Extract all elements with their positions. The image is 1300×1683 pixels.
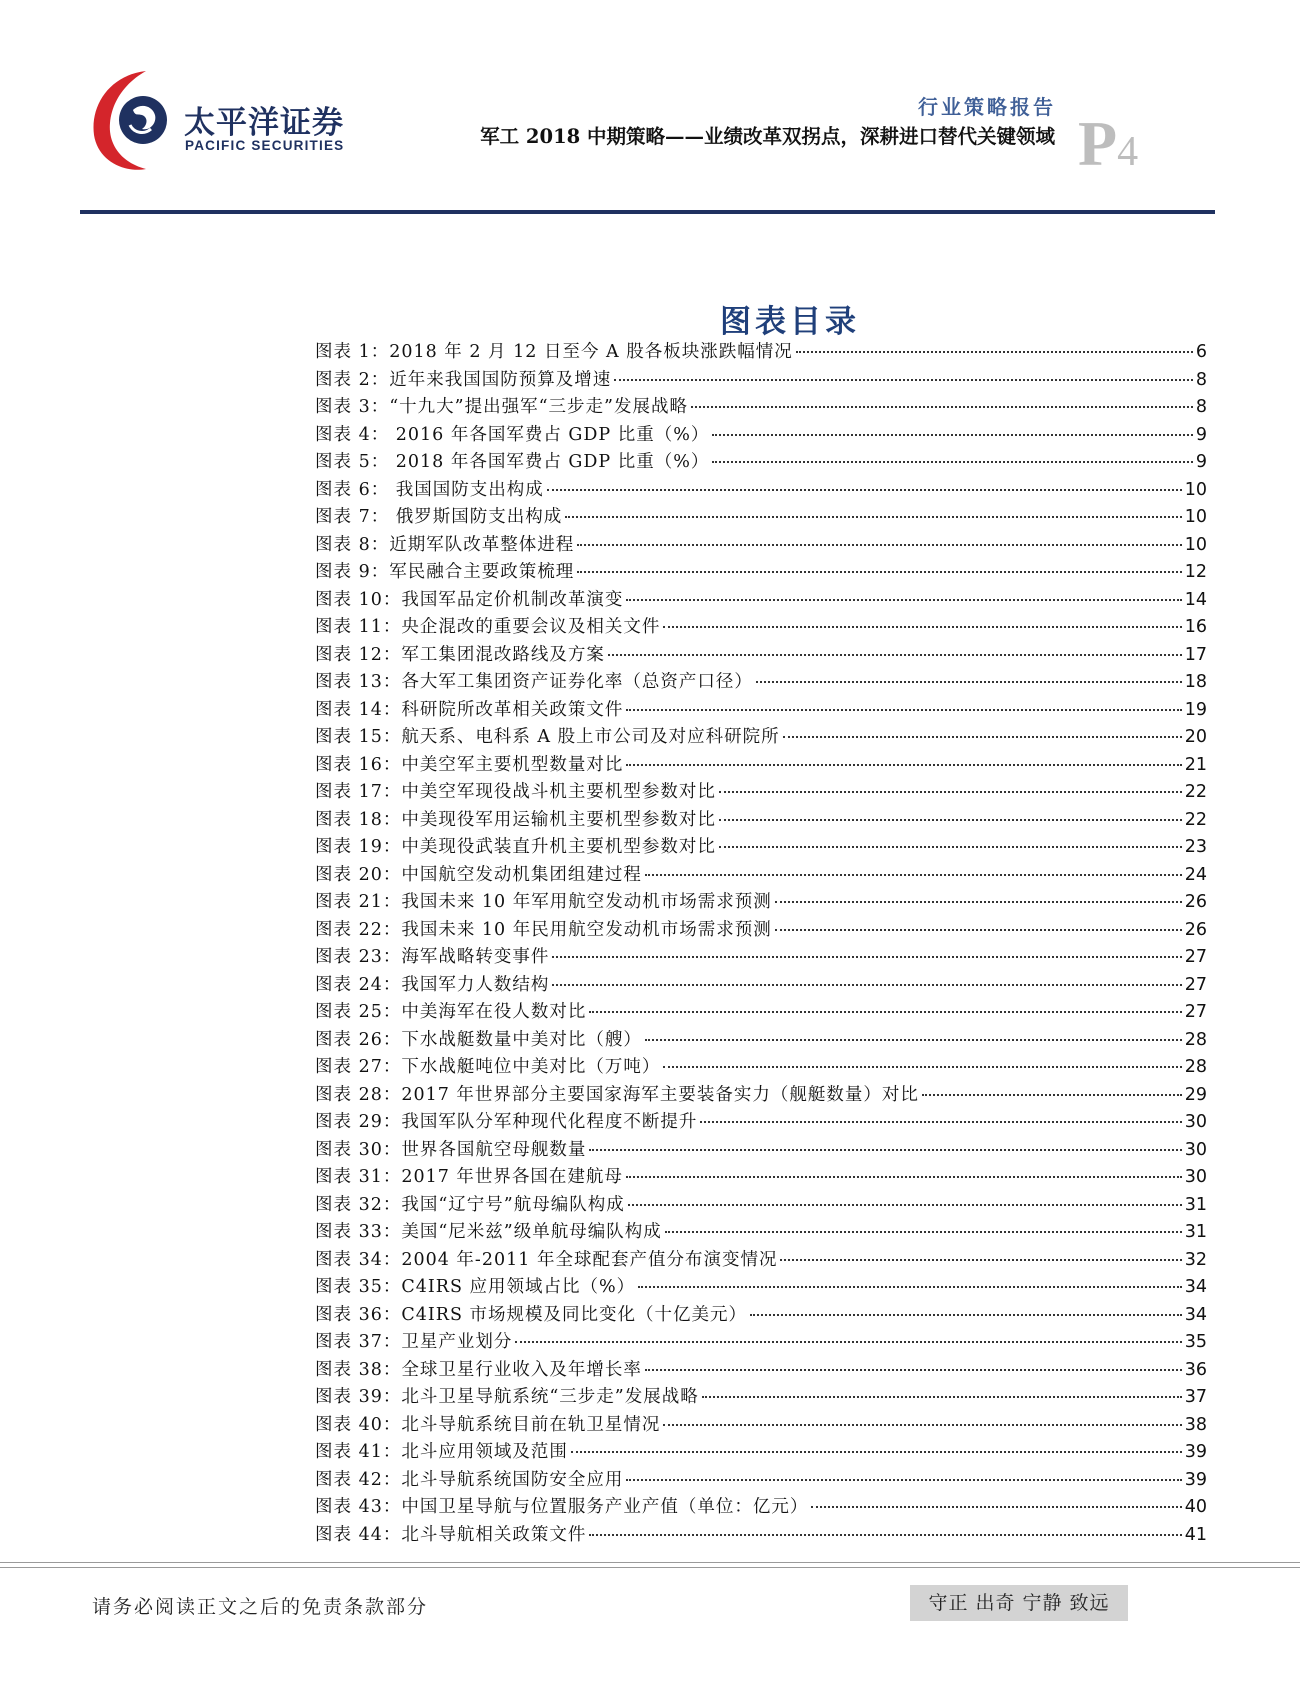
toc-entry[interactable] bbox=[315, 888, 1207, 916]
toc-entry-page[interactable]: 39 bbox=[1184, 1469, 1207, 1490]
toc-entry-page[interactable]: 31 bbox=[1184, 1222, 1207, 1242]
toc-entry-leader bbox=[719, 819, 1182, 821]
toc-entry[interactable] bbox=[315, 1521, 1207, 1549]
header-divider bbox=[80, 210, 1215, 214]
toc-entry[interactable] bbox=[315, 1356, 1207, 1384]
toc-entry[interactable] bbox=[315, 531, 1207, 559]
toc-entry-page[interactable]: 26 bbox=[1184, 919, 1207, 940]
toc-entry-leader bbox=[811, 1506, 1181, 1508]
toc-entry[interactable] bbox=[315, 421, 1207, 449]
toc-entry[interactable] bbox=[315, 943, 1207, 971]
toc-entry-label[interactable]: 图表 37：卫星产业划分 bbox=[315, 1332, 513, 1352]
toc-entry-leader bbox=[628, 1204, 1182, 1206]
toc-entry-label[interactable]: 图表 19：中美现役武装直升机主要机型参数对比 bbox=[315, 837, 716, 857]
toc-entry[interactable] bbox=[315, 613, 1207, 641]
page-number-value: 4 bbox=[1117, 129, 1139, 175]
toc-entry-leader bbox=[626, 599, 1181, 601]
toc-entry-leader bbox=[719, 846, 1182, 848]
toc-entry-page[interactable]: 40 bbox=[1184, 1497, 1207, 1517]
toc-entry[interactable] bbox=[315, 723, 1207, 751]
toc-entry-page[interactable]: 30 bbox=[1184, 1112, 1207, 1132]
toc-entry[interactable] bbox=[315, 641, 1207, 669]
toc-entry-leader bbox=[663, 626, 1181, 628]
report-type: 行业策略报告 bbox=[918, 95, 1056, 119]
toc-entry-page[interactable]: 30 bbox=[1184, 1139, 1207, 1160]
toc-entry[interactable] bbox=[315, 806, 1207, 834]
toc-entry-label[interactable]: 图表 31：2017 年世界各国在建航母 bbox=[315, 1167, 623, 1187]
toc-entry-leader bbox=[614, 379, 1193, 381]
toc-entry-page[interactable]: 28 bbox=[1184, 1057, 1207, 1077]
toc-entry-page[interactable]: 28 bbox=[1184, 1029, 1207, 1050]
toc-entry-page[interactable]: 22 bbox=[1184, 809, 1207, 830]
toc-entry[interactable] bbox=[315, 1246, 1207, 1274]
toc-entry-page[interactable]: 18 bbox=[1184, 672, 1207, 692]
toc-entry-page[interactable]: 16 bbox=[1184, 617, 1207, 637]
toc-entry-leader bbox=[775, 929, 1182, 931]
toc-entry-leader bbox=[665, 1231, 1182, 1233]
company-logo bbox=[88, 65, 348, 175]
toc-entry-label[interactable]: 图表 32：我国“辽宁号”航母编队构成 bbox=[315, 1194, 625, 1215]
footer-divider bbox=[0, 1562, 1300, 1568]
toc-entry-page[interactable]: 23 bbox=[1184, 837, 1207, 857]
toc-entry-label[interactable]: 图表 24：我国军力人数结构 bbox=[315, 974, 550, 995]
toc-title: 图表目录 bbox=[720, 304, 860, 340]
toc-entry[interactable] bbox=[315, 586, 1207, 614]
toc-entry[interactable] bbox=[315, 1191, 1207, 1219]
toc-entry-label[interactable]: 图表 23：海军战略转变事件 bbox=[315, 947, 550, 967]
toc-entry-leader bbox=[571, 1451, 1182, 1453]
toc-entry-leader bbox=[589, 1149, 1181, 1151]
toc-entry-leader bbox=[700, 1121, 1181, 1123]
toc-entry[interactable] bbox=[315, 751, 1207, 779]
toc-entry[interactable] bbox=[315, 696, 1207, 724]
toc-entry-page[interactable]: 6 bbox=[1195, 342, 1207, 362]
toc-entry-leader bbox=[552, 984, 1181, 986]
toc-entry-label[interactable]: 图表 7： 俄罗斯国防支出构成 bbox=[315, 507, 563, 527]
toc-entry-leader bbox=[775, 901, 1182, 903]
toc-entry[interactable] bbox=[315, 1328, 1207, 1356]
logo-company-name-cn: 太平洋证券 bbox=[184, 105, 344, 141]
toc-entry-page[interactable]: 27 bbox=[1184, 974, 1207, 995]
toc-entry-leader bbox=[645, 1039, 1182, 1041]
toc-entry[interactable] bbox=[315, 338, 1207, 366]
toc-entry-label[interactable]: 图表 34：2004 年-2011 年全球配套产值分布演变情况 bbox=[315, 1249, 778, 1270]
toc-entry-page[interactable]: 41 bbox=[1184, 1524, 1207, 1545]
toc-entry-page[interactable]: 37 bbox=[1184, 1387, 1207, 1407]
toc-entry-page[interactable]: 27 bbox=[1184, 947, 1207, 967]
toc-entry[interactable] bbox=[315, 448, 1207, 476]
toc-entry-page[interactable]: 9 bbox=[1195, 424, 1207, 445]
toc-entry[interactable] bbox=[315, 1053, 1207, 1081]
toc-entry-page[interactable]: 9 bbox=[1195, 452, 1207, 472]
toc-entry-label[interactable]: 图表 2：近年来我国国防预算及增速 bbox=[315, 369, 612, 390]
toc-entry-leader bbox=[565, 516, 1181, 518]
toc-entry-page[interactable]: 31 bbox=[1184, 1194, 1207, 1215]
toc-entry[interactable] bbox=[315, 1383, 1207, 1411]
toc-entry-leader bbox=[780, 1259, 1181, 1261]
toc-entry-label[interactable]: 图表 39：北斗卫星导航系统“三步走”发展战略 bbox=[315, 1387, 699, 1407]
toc-entry-label[interactable]: 图表 16：中美空军主要机型数量对比 bbox=[315, 754, 624, 775]
toc-entry[interactable] bbox=[315, 1026, 1207, 1054]
toc-entry-leader bbox=[719, 791, 1182, 793]
report-title: 军工 2018 中期策略——业绩改革双拐点，深耕进口替代关键领域 bbox=[480, 125, 1055, 148]
toc-entry-page[interactable]: 38 bbox=[1184, 1414, 1207, 1435]
toc-entry-label[interactable]: 图表 35：C4IRS 应用领域占比（%） bbox=[315, 1277, 636, 1297]
toc-entry[interactable] bbox=[315, 393, 1207, 421]
toc-entry-leader bbox=[783, 736, 1182, 738]
toc-entry-label[interactable]: 图表 42：北斗导航系统国防安全应用 bbox=[315, 1469, 624, 1490]
toc-entry-label[interactable]: 图表 43：中国卫星导航与位置服务产业产值（单位：亿元） bbox=[315, 1497, 809, 1517]
toc-entry-page[interactable]: 24 bbox=[1184, 864, 1207, 885]
toc-entry-page[interactable]: 14 bbox=[1184, 589, 1207, 610]
toc-entry-page[interactable]: 26 bbox=[1184, 892, 1207, 912]
toc-entry-leader bbox=[552, 956, 1181, 958]
toc-entry-label[interactable]: 图表 25：中美海军在役人数对比 bbox=[315, 1002, 587, 1022]
footer-motto: 守正 出奇 宁静 致远 bbox=[910, 1585, 1128, 1621]
toc-entry-label[interactable]: 图表 20：中国航空发动机集团组建过程 bbox=[315, 864, 642, 885]
toc-entry[interactable] bbox=[315, 1108, 1207, 1136]
toc-entry[interactable] bbox=[315, 1466, 1207, 1494]
toc-entry[interactable] bbox=[315, 998, 1207, 1026]
toc-entry-leader bbox=[626, 1176, 1182, 1178]
toc-entry-page[interactable]: 39 bbox=[1184, 1442, 1207, 1462]
toc-entry-leader bbox=[691, 406, 1193, 408]
toc-entry-page[interactable]: 27 bbox=[1184, 1002, 1207, 1022]
page-number-prefix: P bbox=[1078, 108, 1118, 179]
pacific-securities-logo-icon bbox=[88, 65, 180, 175]
toc-entry-leader bbox=[577, 544, 1182, 546]
toc-entry-page[interactable]: 34 bbox=[1184, 1304, 1207, 1325]
toc-entry-page[interactable]: 30 bbox=[1184, 1167, 1207, 1187]
toc-entry-leader bbox=[608, 654, 1182, 656]
logo-company-name-en: PACIFIC SECURITIES bbox=[185, 138, 345, 153]
toc-entry-page[interactable]: 19 bbox=[1184, 699, 1207, 720]
toc-entry-label[interactable]: 图表 12：军工集团混改路线及方案 bbox=[315, 644, 605, 665]
toc-entry-leader bbox=[515, 1341, 1181, 1343]
toc-entry[interactable] bbox=[315, 1301, 1207, 1329]
footer-disclaimer: 请务必阅读正文之后的免责条款部分 bbox=[92, 1596, 429, 1618]
toc-entry-leader bbox=[626, 764, 1181, 766]
toc-entry-label[interactable]: 图表 26：下水战艇数量中美对比（艘） bbox=[315, 1029, 642, 1050]
toc-entry-leader bbox=[626, 1479, 1181, 1481]
toc-entry-label[interactable]: 图表 30：世界各国航空母舰数量 bbox=[315, 1139, 587, 1160]
toc-entry[interactable] bbox=[315, 668, 1207, 696]
toc-entry-leader bbox=[796, 351, 1193, 353]
toc-entry-leader bbox=[922, 1094, 1182, 1096]
toc-entry-page[interactable]: 10 bbox=[1184, 507, 1207, 527]
toc-entry-leader bbox=[712, 461, 1192, 463]
toc-entry[interactable] bbox=[315, 558, 1207, 586]
toc-entry-leader bbox=[589, 1534, 1181, 1536]
toc-entry-leader bbox=[645, 874, 1182, 876]
toc-entry-label[interactable]: 图表 10：我国军品定价机制改革演变 bbox=[315, 589, 624, 610]
toc-entry-label[interactable]: 图表 33：美国“尼米兹”级单航母编队构成 bbox=[315, 1222, 662, 1242]
toc-entry[interactable] bbox=[315, 833, 1207, 861]
toc-entry[interactable] bbox=[315, 1218, 1207, 1246]
toc-entry-page[interactable]: 12 bbox=[1184, 562, 1207, 582]
toc-entry-label[interactable]: 图表 15：航天系、电科系 A 股上市公司及对应科研院所 bbox=[315, 727, 780, 747]
toc-entry-label[interactable]: 图表 22：我国未来 10 年民用航空发动机市场需求预测 bbox=[315, 919, 772, 940]
toc-entry[interactable] bbox=[315, 1493, 1207, 1521]
page-header bbox=[0, 0, 1300, 215]
toc-entry-leader bbox=[750, 1314, 1182, 1316]
toc-entry-label[interactable]: 图表 28：2017 年世界部分主要国家海军主要装备实力（舰艇数量）对比 bbox=[315, 1084, 919, 1105]
toc-entry-leader bbox=[712, 434, 1192, 436]
toc-entry-page[interactable]: 10 bbox=[1184, 479, 1207, 500]
toc-entry-label[interactable]: 图表 18：中美现役军用运输机主要机型参数对比 bbox=[315, 809, 716, 830]
toc-entry-label[interactable]: 图表 17：中美空军现役战斗机主要机型参数对比 bbox=[315, 782, 716, 802]
toc-entry-leader bbox=[756, 681, 1182, 683]
toc-entry-page[interactable]: 36 bbox=[1184, 1359, 1207, 1380]
toc-entry[interactable] bbox=[315, 503, 1207, 531]
toc-entry-leader bbox=[702, 1396, 1182, 1398]
toc-entry-leader bbox=[663, 1424, 1181, 1426]
toc-entry-page[interactable]: 20 bbox=[1184, 727, 1207, 747]
toc-entry-label[interactable]: 图表 5： 2018 年各国军费占 GDP 比重（%） bbox=[315, 452, 710, 472]
toc-entry-page[interactable]: 10 bbox=[1184, 534, 1207, 555]
toc-entry-label[interactable]: 图表 14：科研院所改革相关政策文件 bbox=[315, 699, 624, 720]
toc-entry-leader bbox=[626, 709, 1181, 711]
toc-entry-label[interactable]: 图表 41：北斗应用领域及范围 bbox=[315, 1442, 568, 1462]
toc-entry-label[interactable]: 图表 9：军民融合主要政策梳理 bbox=[315, 562, 575, 582]
toc-entry[interactable] bbox=[315, 916, 1207, 944]
toc-entry[interactable] bbox=[315, 1411, 1207, 1439]
toc-entry-page[interactable]: 29 bbox=[1184, 1084, 1207, 1105]
toc-entry-label[interactable]: 图表 4： 2016 年各国军费占 GDP 比重（%） bbox=[315, 424, 710, 445]
toc-entry-label[interactable]: 图表 3：“十九大”提出强军“三步走”发展战略 bbox=[315, 397, 688, 417]
toc-entry-label[interactable]: 图表 6： 我国国防支出构成 bbox=[315, 479, 544, 500]
toc-entry[interactable] bbox=[315, 971, 1207, 999]
toc-list bbox=[315, 338, 1207, 1548]
toc-entry-leader bbox=[577, 571, 1182, 573]
toc-entry-page[interactable]: 35 bbox=[1184, 1332, 1207, 1352]
toc-entry-label[interactable]: 图表 8：近期军队改革整体进程 bbox=[315, 534, 575, 555]
toc-entry-label[interactable]: 图表 13：各大军工集团资产证券化率（总资产口径） bbox=[315, 672, 753, 692]
toc-entry[interactable] bbox=[315, 1438, 1207, 1466]
toc-entry-label[interactable]: 图表 27：下水战艇吨位中美对比（万吨） bbox=[315, 1057, 661, 1077]
toc-entry[interactable] bbox=[315, 366, 1207, 394]
toc-entry[interactable] bbox=[315, 861, 1207, 889]
toc-entry-label[interactable]: 图表 29：我国军队分军种现代化程度不断提升 bbox=[315, 1112, 698, 1132]
toc-entry-page[interactable]: 32 bbox=[1184, 1249, 1207, 1270]
toc-entry-label[interactable]: 图表 36：C4IRS 市场规模及同比变化（十亿美元） bbox=[315, 1304, 747, 1325]
toc-entry-label[interactable]: 图表 21：我国未来 10 年军用航空发动机市场需求预测 bbox=[315, 892, 772, 912]
toc-entry[interactable] bbox=[315, 778, 1207, 806]
toc-entry-leader bbox=[547, 489, 1182, 491]
toc-entry[interactable] bbox=[315, 1081, 1207, 1109]
toc-entry-leader bbox=[589, 1011, 1181, 1013]
toc-entry[interactable] bbox=[315, 476, 1207, 504]
toc-entry-page[interactable]: 8 bbox=[1195, 397, 1207, 417]
toc-entry-page[interactable]: 22 bbox=[1184, 782, 1207, 802]
toc-entry[interactable] bbox=[315, 1163, 1207, 1191]
toc-entry-label[interactable]: 图表 44：北斗导航相关政策文件 bbox=[315, 1524, 587, 1545]
toc-entry-label[interactable]: 图表 38：全球卫星行业收入及年增长率 bbox=[315, 1359, 642, 1380]
toc-entry-leader bbox=[663, 1066, 1181, 1068]
toc-entry-page[interactable]: 34 bbox=[1184, 1277, 1207, 1297]
toc-entry-label[interactable]: 图表 40：北斗导航系统目前在轨卫星情况 bbox=[315, 1414, 661, 1435]
page-number bbox=[1078, 108, 1139, 184]
toc-entry-page[interactable]: 17 bbox=[1184, 644, 1207, 665]
toc-entry-leader bbox=[638, 1286, 1182, 1288]
toc-entry-label[interactable]: 图表 11：央企混改的重要会议及相关文件 bbox=[315, 617, 661, 637]
toc-entry-leader bbox=[645, 1369, 1182, 1371]
toc-entry[interactable] bbox=[315, 1136, 1207, 1164]
toc-entry-label[interactable]: 图表 1：2018 年 2 月 12 日至今 A 股各板块涨跌幅情况 bbox=[315, 342, 793, 362]
toc-entry-page[interactable]: 21 bbox=[1184, 754, 1207, 775]
toc-entry-page[interactable]: 8 bbox=[1195, 369, 1207, 390]
toc-entry[interactable] bbox=[315, 1273, 1207, 1301]
